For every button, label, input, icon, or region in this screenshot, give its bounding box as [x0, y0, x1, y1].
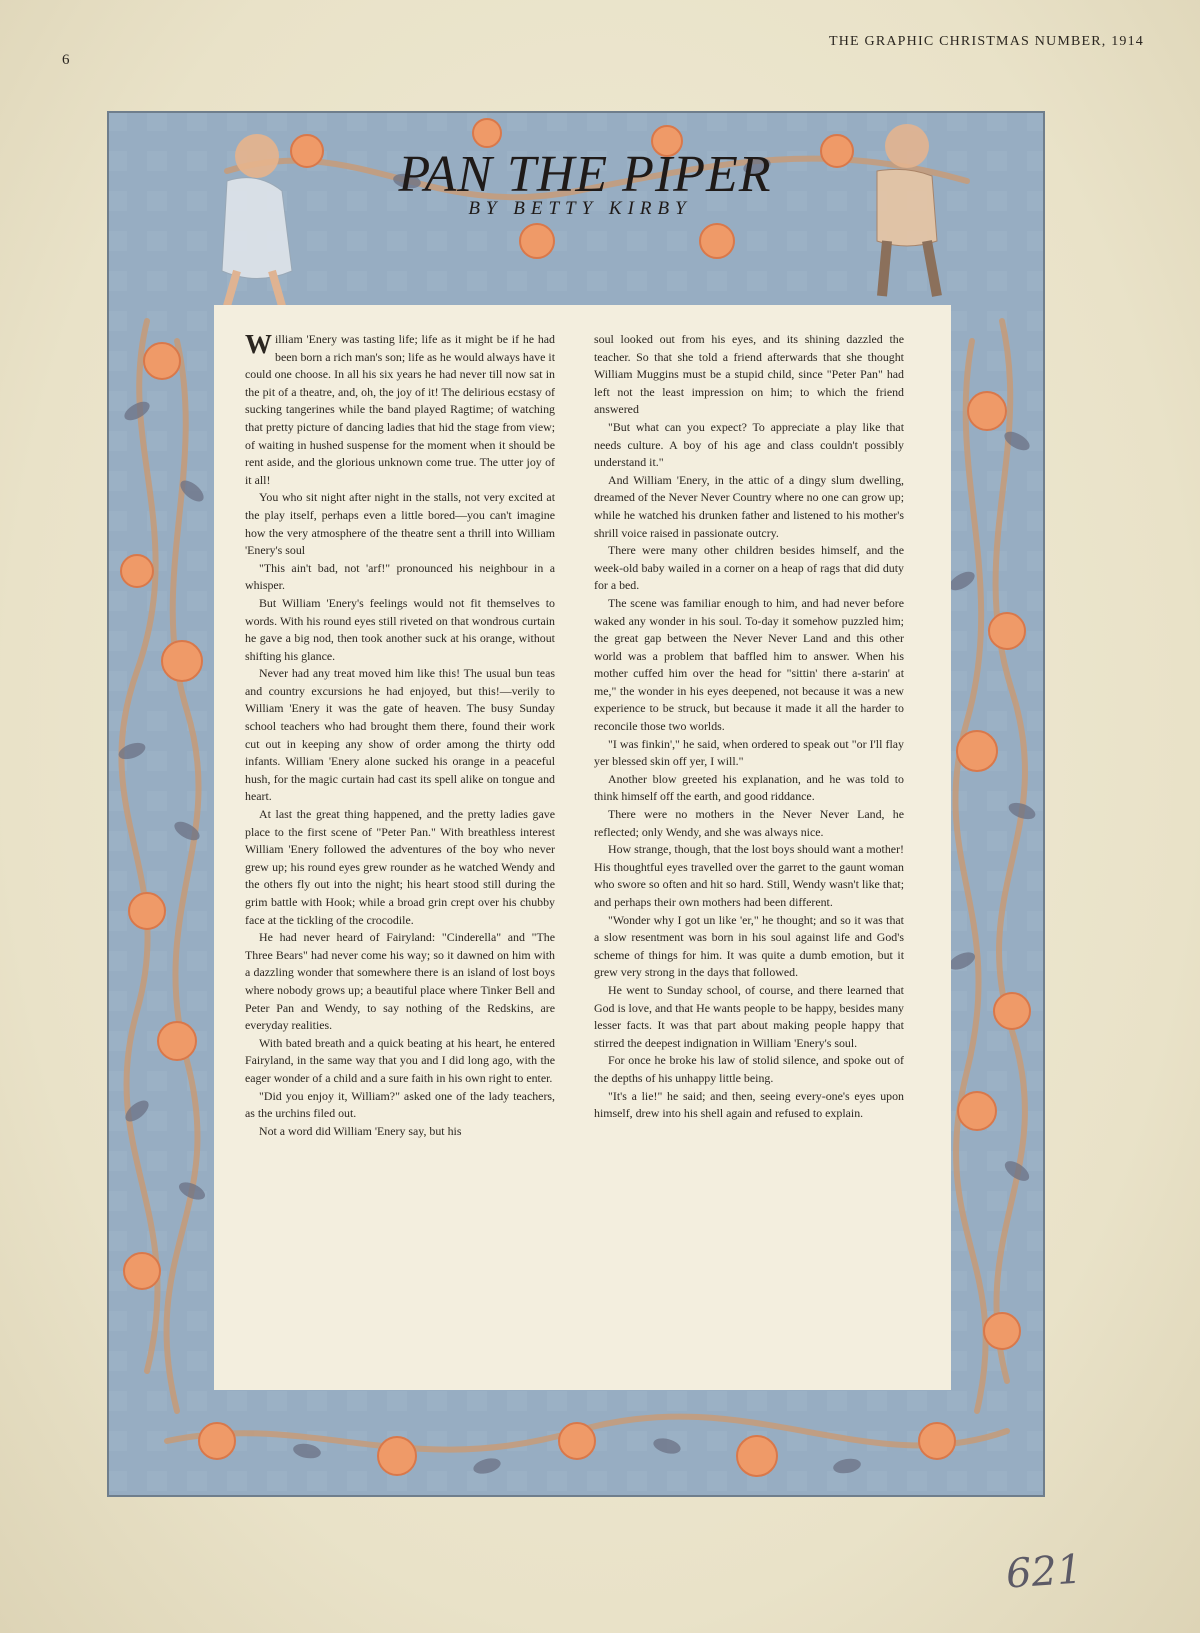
right-column: [594, 331, 904, 1123]
paragraph: soul looked out from his eyes, and its shining dazzled the teacher. So that she told a friend afterwards that she thought William Muggins must be a stupid child, since "Peter Pan" had left not the least impression on him; to which the friend answered: [594, 332, 904, 417]
story-title: PAN THE PIPER: [398, 146, 772, 203]
handwritten-page-note: 621: [1004, 1546, 1084, 1598]
page-number: 6: [62, 52, 71, 68]
paragraph: But William 'Enery's feelings would not fit themselves to words. With his round eyes still riveted on that wondrous curtain he gave a big nod, then took another suck at his orange, without shifting his glance.: [245, 595, 555, 663]
paragraph: For once he broke his law of stolid silence, and spoke out of the depths of his unhappy little being.: [594, 1053, 904, 1085]
paragraph: "I was finkin'," he said, when ordered to speak out "or I'll flay yer blessed skin off yer, I will.": [594, 736, 904, 769]
paragraph: "Did you enjoy it, William?" asked one of the lady teachers, as the urchins filed out.: [245, 1088, 555, 1121]
paragraph: There were no mothers in the Never Never Land, he reflected; only Wendy, and she was always nice.: [594, 807, 904, 839]
paragraph: Another blow greeted his explanation, and he was told to think himself off the earth, and good riddance.: [594, 771, 904, 804]
paragraph: "It's a lie!" he said; and then, seeing every-one's eyes upon himself, drew into his shell again and refused to explain.: [594, 1088, 904, 1121]
story-byline: BY BETTY KIRBY: [468, 198, 692, 219]
paragraph: Not a word did William 'Enery say, but his: [259, 1123, 462, 1138]
paragraph: How strange, though, that the lost boys should want a mother! His thoughtful eyes travelled over the garret to the gaunt woman who swore so often and hit so hard. Still, Wendy wasn't like that; and perhaps their own mothers had been different.: [594, 842, 904, 909]
paragraph: "But what can you expect? To appreciate a play like that needs culture. A boy of his age and class couldn't possibly understand it.": [594, 419, 904, 470]
paragraph: William 'Enery was tasting life; life as it might be if he had been born a rich man's son; life as he would always have it could one choose. In all his six years he had never till now sat in the pit of a theatre, and, oh, the joy of it! The delirious ecstasy of sucking tangerines while the band played Ragtime; of watching that pretty picture of dancing ladies that hid the stage from view; of waiting in hushed suspense for the moment when it should be rent aside, and the glorious unknown come true. The utter joy of it all!: [245, 329, 555, 487]
running-head: THE GRAPHIC CHRISTMAS NUMBER, 1914: [829, 34, 1144, 49]
paragraph: Never had any treat moved him like this! The usual bun teas and country excursions he had enjoyed, but this!—verily to William 'Enery it was the gate of heaven. The busy Sunday school teachers who had brought them there, found their work cut out in keeping any show of order among the thirty odd infants. William 'Enery alone sucked his orange in a peaceful hush, for the magic curtain had cast its spell alike on tongue and heart.: [245, 666, 555, 804]
paragraph: There were many other children besides himself, and the week-old baby wailed in a corner on a heap of rags that did duty for a bed.: [594, 543, 904, 593]
paragraph: You who sit night after night in the stalls, not very excited at the play itself, perhaps even a little bored—you can't imagine how the very atmosphere of the theatre sent a thrill into William 'Enery's soul: [245, 490, 555, 558]
paragraph: At last the great thing happened, and the pretty ladies gave place to the first scene of "Peter Pan." With breathless interest William 'Enery followed the adventures of the boy who never grew up; his round eyes grew rounder as he watched Wendy and the others fly out into the night; his heart stood still during the grim battle with Hook; while a broad grin crept over his chubby face at the tickling of the crocodile.: [245, 807, 555, 927]
left-column: [245, 331, 555, 1140]
drop-cap: W: [245, 329, 272, 359]
paragraph: "Wonder why I got un like 'er," he thought; and so it was that a slow resentment was born in his soul against life and God's scheme of things for him. It was quite a dumb emotion, but it grew very strong in the days that followed.: [594, 912, 904, 980]
paragraph: The scene was familiar enough to him, and had never before waked any wonder in his soul. To-day it somehow puzzled him; the great gap between the Never Never Land and this other world was a problem that baffled him to answer. When his mother cuffed him over the head for "sittin' there a-starin' at me," the wonder in his eyes deepened, not because it was a new experience to be struck, but because it made it all the harder to reconcile those two worlds.: [594, 595, 904, 734]
paragraph: With bated breath and a quick beating at his heart, he entered Fairyland, in the same way that you and I did long ago, with the eager wonder of a child and a sure faith in his own right to enter.: [245, 1035, 555, 1085]
paragraph: He had never heard of Fairyland: "Cinderella" and "The Three Bears" had never come his way; so it dawned on him with a dazzling wonder that somewhere there is an island of lost boys where nobody grows up; a beautiful place where Tinker Bell and Peter Pan and Wendy, to say nothing of the Redskins, are everyday realities.: [245, 930, 555, 1033]
paragraph: He went to Sunday school, of course, and there learned that God is love, and that He wants people to be happy, besides many lesser facts. It was that part about making people happy that stirred the deepest indignation in William 'Enery's soul.: [594, 982, 904, 1050]
paragraph: And William 'Enery, in the attic of a dingy slum dwelling, dreamed of the Never Never Country where no one can grow up; while he watched his drunken father and listened to his mother's shrill voice raised in passionate outcry.: [594, 472, 904, 540]
paragraph: "This ain't bad, not 'arf!" pronounced his neighbour in a whisper.: [245, 560, 555, 593]
